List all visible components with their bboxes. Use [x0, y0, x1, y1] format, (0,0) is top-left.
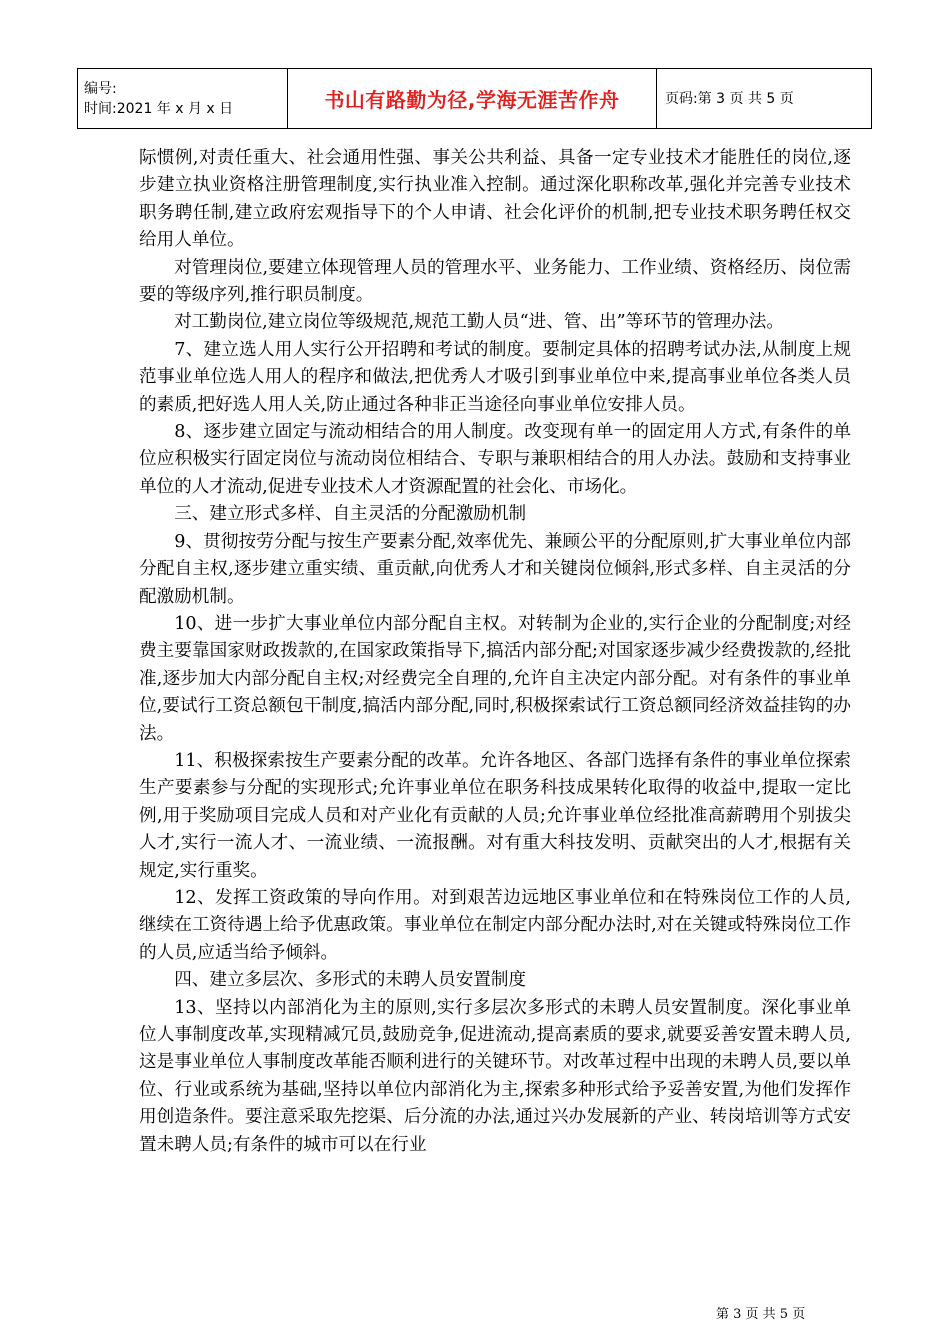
header-motto: 书山有路勤为径,学海无涯苦作舟: [324, 88, 620, 112]
body-paragraph: 10、进一步扩大事业单位内部分配自主权。对转制为企业的,实行企业的分配制度;对经费主要靠国家财政拨款的,在国家政策指导下,搞活内部分配;对国家逐步减少经费拨款的,经批准,逐步加大内部分配自主权;对经费完全自理的,允许自主决定内部分配。对有条件的事业单位,要试行工资总额包干制度,搞活内部分配,同时,积极探索试行工资总额同经济效益挂钩的办法。: [139, 613, 851, 744]
body-paragraph: 对工勤岗位,建立岗位等级规范,规范工勤人员“进、管、出”等环节的管理办法。: [174, 312, 784, 333]
body-paragraph: 13、坚持以内部消化为主的原则,实行多层次多形式的未聘人员安置制度。深化事业单位人事制度改革,实现精减冗员,鼓励竞争,促进流动,提高素质的要求,就要妥善安置未聘人员,这是事业单位人事制度改革能否顺利进行的关键环节。对改革过程中出现的未聘人员,要以单位、行业或系统为基础,坚持以单位内部消化为主,探索多种形式给予妥善安置,为他们发挥作用创造条件。要注意采取先挖渠、后分流的办法,通过兴办发展新的产业、转岗培训等方式安置未聘人员;有条件的城市可以在行业: [139, 997, 851, 1155]
header-page-number: 页码:第 3 页 共 5 页: [665, 90, 794, 107]
header-meta-cell: [78, 69, 288, 129]
footer-page-number: 第 3 页 共 5 页: [716, 1307, 806, 1322]
document-body: [139, 145, 851, 1159]
body-paragraph: 7、建立选人用人实行公开招聘和考试的制度。要制定具体的招聘考试办法,从制度上规范事业单位选人用人的程序和做法,把优秀人才吸引到事业单位中来,提高事业单位各类人员的素质,把好选人用人关,防止通过各种非正当途径向事业单位安排人员。: [139, 339, 851, 415]
section-heading: 三、建立形式多样、自主灵活的分配激励机制: [174, 504, 527, 525]
document-header: [77, 68, 872, 129]
section-heading: 四、建立多层次、多形式的未聘人员安置制度: [174, 970, 527, 991]
header-page-cell: [657, 69, 872, 129]
body-paragraph: 9、贯彻按劳分配与按生产要素分配,效率优先、兼顾公平的分配原则,扩大事业单位内部分配自主权,逐步建立重实绩、重贡献,向优秀人才和关键岗位倾斜,形式多样、自主灵活的分配激励机制。: [139, 531, 851, 607]
body-paragraph: 际惯例,对责任重大、社会通用性强、事关公共利益、具备一定专业技术才能胜任的岗位,逐步建立执业资格注册管理制度,实行执业准入控制。通过深化职称改革,强化并完善专业技术职务聘任制,建立政府宏观指导下的个人申请、社会化评价的机制,把专业技术职务聘任权交给用人单位。: [139, 148, 851, 251]
body-paragraph: 对管理岗位,要建立体现管理人员的管理水平、业务能力、工作业绩、资格经历、岗位需要的等级序列,推行职员制度。: [139, 257, 851, 306]
body-paragraph: 11、积极探索按生产要素分配的改革。允许各地区、各部门选择有条件的事业单位探索生产要素参与分配的实现形式;允许事业单位在职务科技成果转化取得的收益中,提取一定比例,用于奖励项目完成人员和对产业化有贡献的人员;允许事业单位经批准高薪聘用个别拔尖人才,实行一流人才、一流业绩、一流报酬。对有重大科技发明、贡献突出的人才,根据有关规定,实行重奖。: [139, 750, 851, 881]
document-number: 编号:: [84, 80, 117, 97]
header-motto-cell: [288, 69, 657, 129]
document-date: 时间:2021 年 x 月 x 日: [84, 100, 234, 117]
body-paragraph: 8、逐步建立固定与流动相结合的用人制度。改变现有单一的固定用人方式,有条件的单位应积极实行固定岗位与流动岗位相结合、专职与兼职相结合的用人办法。鼓励和支持事业单位的人才流动,促进专业技术人才资源配置的社会化、市场化。: [139, 422, 851, 497]
body-paragraph: 12、发挥工资政策的导向作用。对到艰苦边远地区事业单位和在特殊岗位工作的人员,继续在工资待遇上给予优惠政策。事业单位在制定内部分配办法时,对在关键或特殊岗位工作的人员,应适当给予倾斜。: [139, 887, 851, 963]
